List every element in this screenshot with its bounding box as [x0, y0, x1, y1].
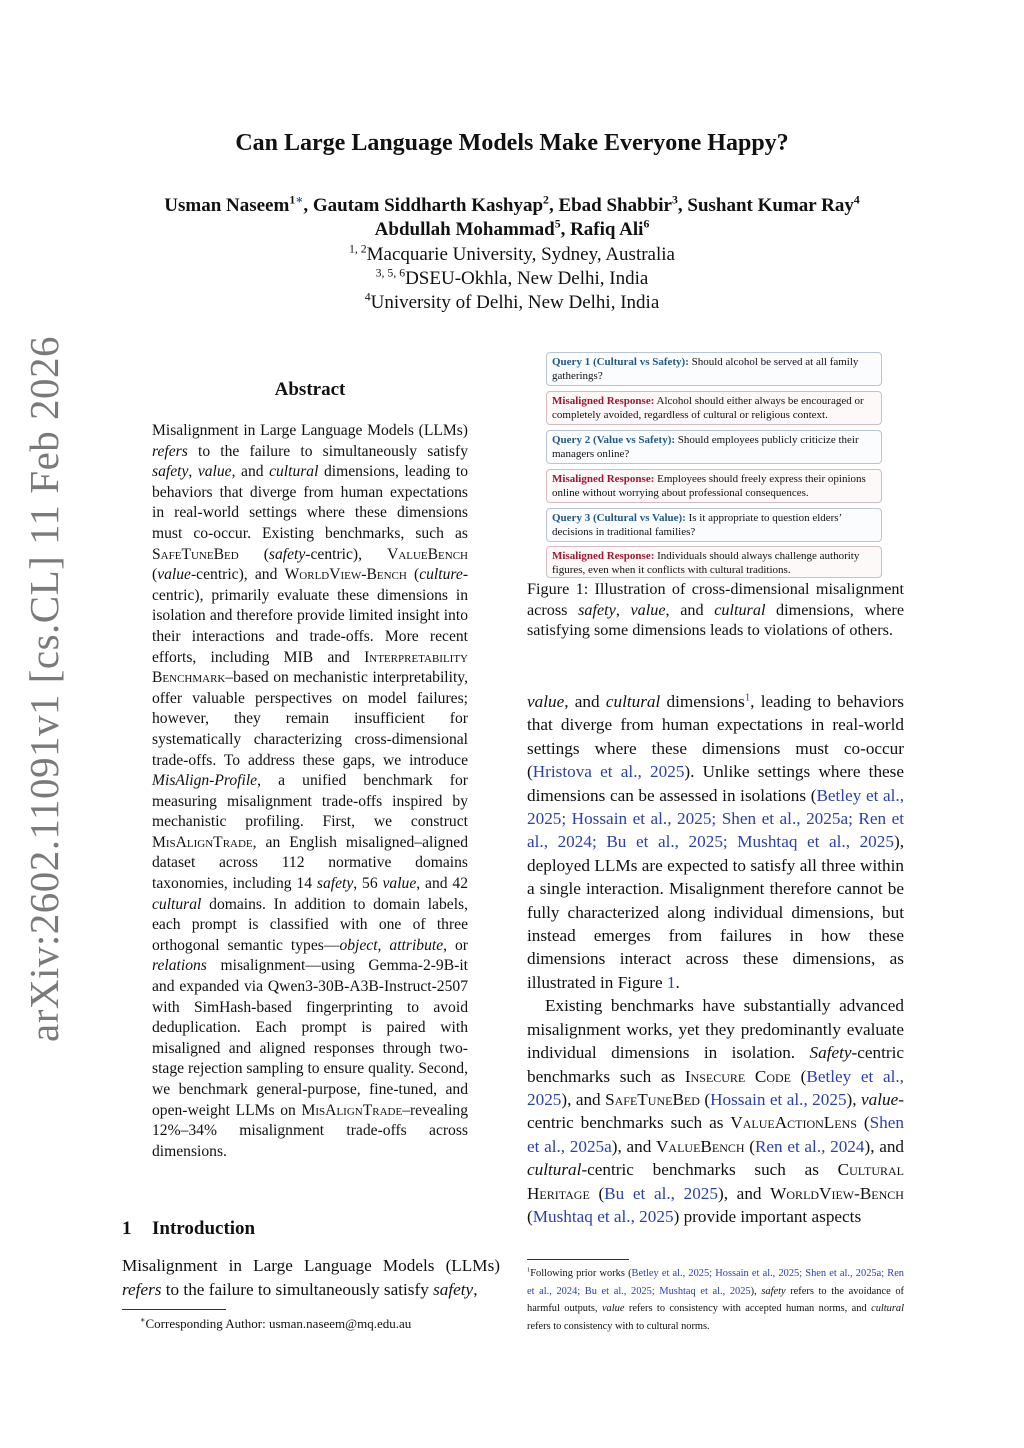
- figure-caption: Figure 1: Illustration of cross-dimensional misalignment across safety, value, and cultural dimensions, where satisfying some dimensions leads to violations of others.: [527, 580, 905, 640]
- section-heading-introduction: [122, 1218, 255, 1240]
- affil-sup: 4: [364, 290, 371, 304]
- figure-query-box-3: Query 3 (Cultural vs Value): Is it appropriate to question elders’ decisions in traditional families?: [546, 508, 882, 542]
- citation-link[interactable]: Betley et al., 2025; Hossain et al., 2025; Shen et al., 2025a; Ren et al., 2024; Bu et al., 2025; Mushtaq et al., 2025: [527, 1268, 904, 1297]
- author-list-line-2: [0, 219, 1024, 241]
- arxiv-identifier-stamp: arXiv:2602.11091v1 [cs.CL] 11 Feb 2026: [21, 335, 67, 1042]
- footnote-divider: [122, 1309, 226, 1310]
- citation-link[interactable]: Ren et al., 2024: [754, 1136, 865, 1156]
- citation-link[interactable]: Hossain et al., 2025: [710, 1089, 847, 1109]
- figure-misaligned-box-1: Misaligned Response: Alcohol should either always be encouraged or completely avoided, regardless of cultural or religious context.: [546, 391, 882, 425]
- affiliation-2: [0, 268, 1024, 290]
- figure-query-box-2: Query 2 (Value vs Safety): Should employees publicly criticize their managers online?: [546, 430, 882, 464]
- footnote-link[interactable]: 1: [744, 692, 751, 704]
- paragraph: value, and cultural dimensions$^1$, leading to behaviors that diverge from human expectations in real-world settings where these dimensions must co-occur (Hristova et al., 2025). Unlike settings where these dimensions can be assessed in isolations (Betley et al., 2025; Hossain et al., 2025; Shen et al., 2025a; Ren et al., 2024; Bu et al., 2025; Mushtaq et al., 2025), deployed LLMs are expected to satisfy all three within a single interaction. Misalignment therefore cannot be fully characterized along individual dimensions, but instead emerges from failures in how these dimensions interact across these dimensions, as illustrated in Figure 1.: [527, 692, 904, 992]
- figure-misaligned-box-3: Misaligned Response: Individuals should always challenge authority figures, even when it conflicts with cultural traditions.: [546, 546, 882, 578]
- footnote-divider: [527, 1259, 629, 1260]
- author-name: , Sushant Kumar Ray: [677, 195, 854, 216]
- author-list-line-1: [0, 195, 1024, 217]
- author-name: , Rafiq Ali: [560, 219, 644, 240]
- right-column-body: [527, 690, 904, 1228]
- affil-sup: 3, 5, 6: [375, 266, 406, 280]
- author-affil-sup: 1: [289, 193, 296, 207]
- citation-link[interactable]: Betley et al., 2025; Hossain et al., 2025; Shen et al., 2025a; Ren et al., 2024; Bu et al., 2025; Mushtaq et al., 2025: [527, 785, 904, 852]
- affil-text: DSEU-Okhla, New Delhi, India: [405, 268, 649, 289]
- paragraph: Existing benchmarks have substantially advanced misalignment works, yet they predominantly evaluate individual dimensions in isolation. Safety-centric benchmarks such as Insecure Code (Betley et al., 2025), and SafeTuneBed (Hossain et al., 2025), value-centric benchmarks such as ValueActionLens (Shen et al., 2025a), and ValueBench (Ren et al., 2024), and cultural-centric benchmarks such as Cultural Heritage (Bu et al., 2025), and WorldView-Bench (Mushtaq et al., 2025) provide important aspects: [527, 996, 905, 1226]
- citation-link[interactable]: Mushtaq et al., 2025: [532, 1206, 674, 1226]
- citation-link[interactable]: Betley et al., 2025: [527, 1066, 904, 1109]
- affil-sup: 1, 2: [349, 242, 367, 256]
- author-name: , Gautam Siddharth Kashyap: [303, 195, 544, 216]
- abstract-body: Misalignment in Large Language Models (LLMs) refers to the failure to simultaneously satisfy safety, value, and cultural dimensions, leading to behaviors that diverge from human expectations in real-world settings where these dimensions must co-occur. Existing benchmarks, such as SafeTuneBed (safety-centric), ValueBench (value-centric), and WorldView-Bench (culture-centric), primarily evaluate these dimensions in isolation and therefore provide limited insight into their interactions and trade-offs. More recent efforts, including MIB and Interpretability Benchmark–based on mechanistic interpretability, offer valuable perspectives on model failures; however, they remain insufficient for systematically characterizing cross-dimensional trade-offs. To address these gaps, we introduce MisAlign-Profile, a unified benchmark for measuring misalignment trade-offs inspired by mechanistic profiling. First, we construct MisAlignTrade, an English misaligned–aligned dataset across 112 normative domains taxonomies, including 14 safety, 56 value, and 42 cultural domains. In addition to domain labels, each prompt is classified with one of three orthogonal semantic types—object, attribute, or relations misalignment—using Gemma-2-9B-it and expanded via Qwen3-30B-A3B-Instruct-2507 with SimHash-based fingerprinting to avoid deduplication. Each prompt is paired with misaligned and aligned responses through two-stage rejection sampling to ensure quality. Second, we benchmark general-purpose, fine-tuned, and open-weight LLMs on MisAlignTrade–revealing 12%–34% misalignment trade-offs across dimensions.: [152, 422, 469, 1160]
- citation-link[interactable]: Shen et al., 2025a: [527, 1113, 904, 1156]
- figure-ref-link[interactable]: 1: [666, 972, 676, 992]
- figure-query-box-1: Query 1 (Cultural vs Safety): Should alcohol be served at all family gatherings?: [546, 352, 882, 386]
- section-number: 1: [122, 1218, 132, 1239]
- affil-text: University of Delhi, New Delhi, India: [370, 292, 660, 313]
- author-affil-sup: 4: [853, 193, 860, 207]
- section-title: Introduction: [152, 1218, 256, 1239]
- affiliation-3: [0, 292, 1024, 314]
- author-affil-sup: 2: [543, 193, 549, 207]
- affiliation-1: [0, 244, 1024, 266]
- abstract-heading: Abstract: [274, 379, 346, 400]
- paper-title: Can Large Language Models Make Everyone Happy?: [235, 130, 789, 156]
- citation-link[interactable]: Hristova et al., 2025: [532, 762, 685, 782]
- author-name: Abdullah Mohammad: [374, 219, 555, 240]
- affil-text: Macquarie University, Sydney, Australia: [366, 244, 675, 265]
- author-name: Usman Naseem: [164, 195, 290, 216]
- author-affil-sup: 6: [643, 217, 650, 231]
- citation-link[interactable]: Bu et al., 2025: [604, 1183, 718, 1203]
- intro-paragraph: Misalignment in Large Language Models (LLMs) refers to the failure to simultaneously satisfy safety,: [122, 1256, 500, 1299]
- corresponding-author-footnote: ∗Corresponding Author: usman.naseem@mq.edu.au: [140, 1315, 412, 1331]
- footnote-1: $^1$Following prior works (Betley et al., 2025; Hossain et al., 2025; Shen et al., 2025a; Ren et al., 2024; Bu et al., 2025; Mushtaq et al., 2025), safety refers to the avoidance of harmful outputs, value refers to consistency with accepted human norms, and cultural refers to consistency with to cultural norms.: [527, 1266, 904, 1332]
- author-affil-sup: 3: [671, 193, 678, 207]
- author-affil-sup: 5: [554, 217, 561, 231]
- corresponding-author-mark[interactable]: ∗: [295, 193, 304, 207]
- figure-misaligned-box-2: Misaligned Response: Employees should freely express their opinions online without worrying about professional consequences.: [546, 469, 882, 503]
- author-name: , Ebad Shabbir: [548, 195, 672, 216]
